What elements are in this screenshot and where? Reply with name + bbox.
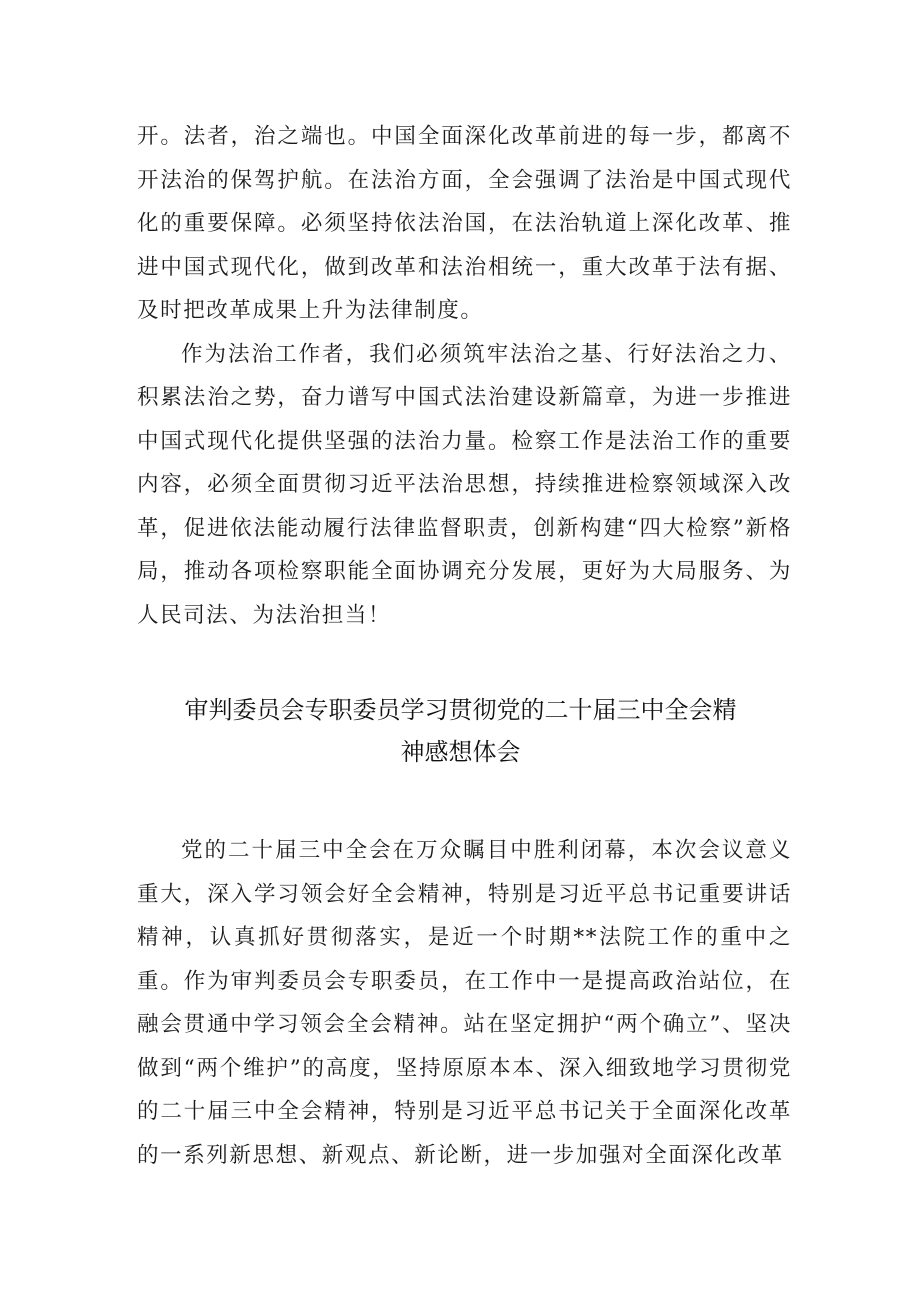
section-title <box>129 689 792 773</box>
section-title-line-1: 审判委员会专职委员学习贯彻党的二十届三中全会精 <box>184 696 737 724</box>
paragraph-continued: 开。法者，治之端也。中国全面深化改革前进的每一步，都离不开法治的保驾护航。在法治方面，全会强调了法治是中国式现代化的重要保障。必须坚持依法治国，在法治轨道上深化改革、推进中国式现代化，做到改革和法治相统一，重大改革于法有据、及时把改革成果上升为法律制度。 <box>137 124 792 323</box>
paragraph-rule-of-law-workers: 作为法治工作者，我们必须筑牢法治之基、行好法治之力、积累法治之势，奋力谱写中国式法治建设新篇章，为进一步推进中国式现代化提供坚强的法治力量。检察工作是法治工作的重要内容，必须全面贯彻习近平法治思想，持续推进检察领域深入改革，促进依法能动履行法律监督职责，创新构建“四大检察”新格局，推动各项检察职能全面协调充分发展，更好为大局服务、为人民司法、为法治担当！ <box>137 341 792 628</box>
section-title-line-2: 神感想体会 <box>400 738 521 766</box>
paragraph-plenum-study: 党的二十届三中全会在万众瞩目中胜利闭幕，本次会议意义重大，深入学习领会好全会精神，特别是习近平总书记重要讲话精神，认真抓好贯彻落实，是近一个时期**法院工作的重中之重。作为审判委员会专职委员，在工作中一是提高政治站位，在融会贯通中学习领会全会精神。站在坚定拥护“两个确立”、坚决做到“两个维护”的高度，坚持原原本本、深入细致地学习贯彻党的二十届三中全会精神，特别是习近平总书记关于全面深化改革的一系列新思想、新观点、新论断，进一步加强对全面深化改革 <box>137 838 792 1168</box>
